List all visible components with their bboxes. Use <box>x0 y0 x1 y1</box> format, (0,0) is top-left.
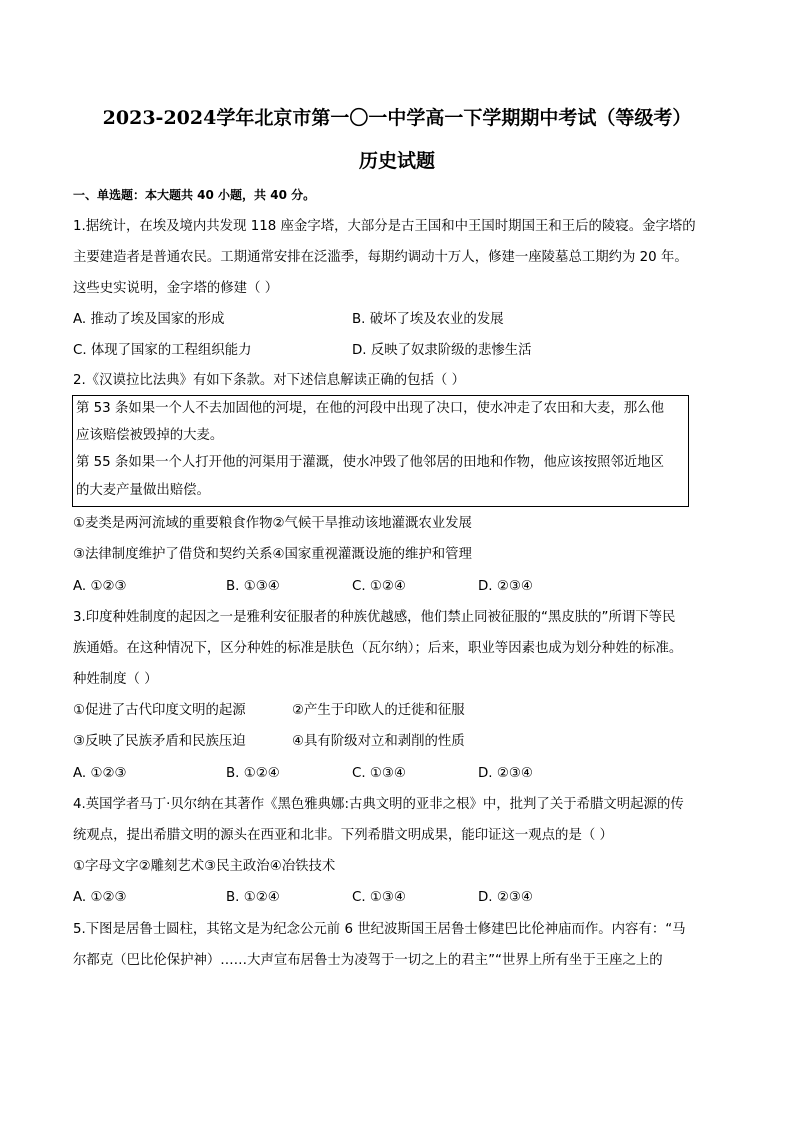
q1-option-d: D. 反映了奴隶阶级的悲惨生活 <box>352 343 532 358</box>
q2-box-line-1: 第 53 条如果一个人不去加固他的河堤，在他的河段中出现了决口，使水冲走了农田和大麦，那么他 <box>76 401 664 416</box>
q2-option-b: B. ①③④ <box>226 579 280 594</box>
q2-law-excerpt-box <box>72 395 689 507</box>
q3-option-c: C. ①③④ <box>352 766 406 781</box>
q2-statements-1: ①麦类是两河流域的重要粮食作物②气候干旱推动该地灌溉农业发展 <box>73 516 472 531</box>
q2-stem: 2.《汉谟拉比法典》有如下条款。对下述信息解读正确的包括（ ） <box>73 373 465 388</box>
q2-box-line-4: 的大麦产量做出赔偿。 <box>76 483 210 498</box>
q2-option-a: A. ①②③ <box>73 579 127 594</box>
section-heading: 一、单选题：本大题共 40 小题，共 40 分。 <box>73 188 316 202</box>
q3-option-d: D. ②③④ <box>478 766 533 781</box>
q3-line-3: 种姓制度（ ） <box>73 672 158 687</box>
q4-option-d: D. ②③④ <box>478 890 533 905</box>
q1-option-b: B. 破坏了埃及农业的发展 <box>352 312 504 327</box>
q4-option-c: C. ①③④ <box>352 890 406 905</box>
q1-line-3: 这些史实说明，金字塔的修建（ ） <box>73 281 279 296</box>
q3-statement-1: ①促进了古代印度文明的起源 <box>73 703 246 718</box>
q1-line-2: 主要建造者是普通农民。工期通常安排在泛滥季，每期约调动十万人，修建一座陵墓总工期约为 20 年。 <box>73 250 688 265</box>
q2-box-line-2: 应该赔偿被毁掉的大麦。 <box>76 428 224 443</box>
q5-line-2: 尔都克（巴比伦保护神）……大声宣布居鲁士为凌驾于一切之上的君主”“世界上所有坐于王座之上的 <box>73 953 663 968</box>
q3-statement-3: ③反映了民族矛盾和民族压迫 <box>73 734 246 749</box>
exam-subtitle: 历史试题 <box>358 150 435 172</box>
q1-option-c: C. 体现了国家的工程组织能力 <box>73 343 252 358</box>
q3-option-a: A. ①②③ <box>73 766 127 781</box>
q4-line-2: 统观点，提出希腊文明的源头在西亚和北非。下列希腊文明成果，能印证这一观点的是（ ） <box>73 828 613 843</box>
q2-option-c: C. ①②④ <box>352 579 406 594</box>
q5-line-1: 5.下图是居鲁士圆柱，其铭文是为纪念公元前 6 世纪波斯国王居鲁士修建巴比伦神庙而作。内容有：“马 <box>73 922 686 937</box>
q4-line-3: ①字母文字②雕刻艺术③民主政治④冶铁技术 <box>73 859 336 874</box>
q3-option-b: B. ①②④ <box>226 766 280 781</box>
q1-line-1: 1.据统计，在埃及境内共发现 118 座金字塔，大部分是古王国和中王国时期国王和王后的陵寝。金字塔的 <box>73 219 696 234</box>
q2-box-line-3: 第 55 条如果一个人打开他的河渠用于灌溉，使水冲毁了他邻居的田地和作物，他应该按照邻近地区 <box>76 455 664 470</box>
q3-statement-2: ②产生于印欧人的迁徙和征服 <box>292 703 465 718</box>
q4-option-b: B. ①②④ <box>226 890 280 905</box>
q2-statements-2: ③法律制度维护了借贷和契约关系④国家重视灌溉设施的维护和管理 <box>73 547 472 562</box>
q3-line-2: 族通婚。在这种情况下，区分种姓的标准是肤色（瓦尔纳）；后来，职业等因素也成为划分种姓的标准。 <box>73 641 683 656</box>
q1-option-a: A. 推动了埃及国家的形成 <box>73 312 225 327</box>
q2-option-d: D. ②③④ <box>478 579 533 594</box>
q4-option-a: A. ①②③ <box>73 890 127 905</box>
q3-line-1: 3.印度种姓制度的起因之一是雅利安征服者的种族优越感，他们禁止同被征服的“黑皮肤的”所谓下等民 <box>73 610 676 625</box>
q4-line-1: 4.英国学者马丁·贝尔纳在其著作《黑色雅典娜:古典文明的亚非之根》中，批判了关于希腊文明起源的传 <box>73 797 684 812</box>
q3-statement-4: ④具有阶级对立和剥削的性质 <box>292 734 465 749</box>
exam-title: 2023-2024学年北京市第一〇一中学高一下学期期中考试（等级考） <box>102 107 692 129</box>
